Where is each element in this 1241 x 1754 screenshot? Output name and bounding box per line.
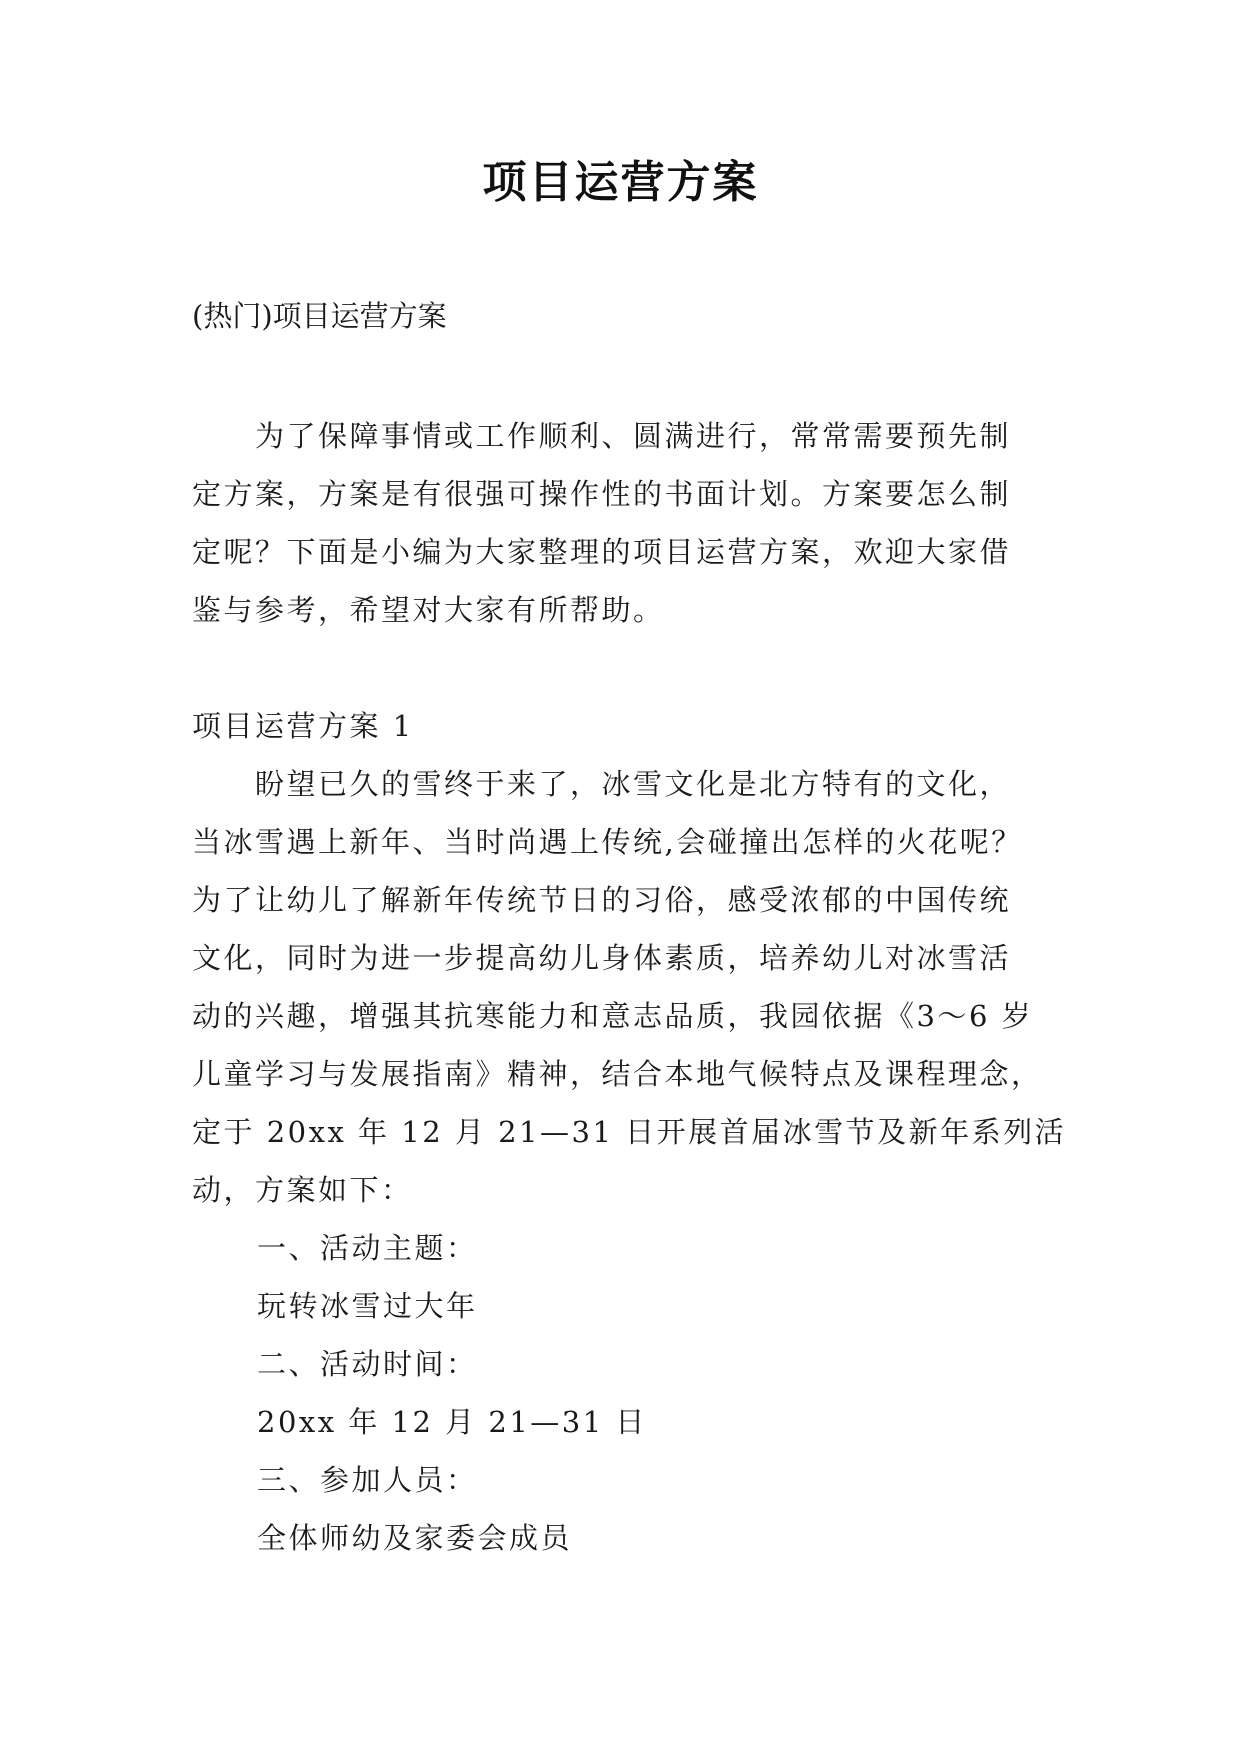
section-heading: 项目运营方案 1	[192, 709, 414, 743]
intro-paragraph	[192, 407, 1052, 639]
body-line: 动的兴趣，增强其抗寒能力和意志品质，我园依据《3～6 岁	[192, 999, 1034, 1033]
body-line: 文化，同时为进一步提高幼儿身体素质，培养幼儿对冰雪活	[192, 941, 1012, 975]
intro-line: 定呢？下面是小编为大家整理的项目运营方案，欢迎大家借	[192, 535, 1012, 569]
item-value-theme: 玩转冰雪过大年	[257, 1289, 478, 1323]
item-value-time: 20xx 年 12 月 21—31 日	[257, 1405, 647, 1439]
body-line: 动，方案如下：	[192, 1173, 413, 1207]
body-line: 盼望已久的雪终于来了，冰雪文化是北方特有的文化，	[192, 767, 1012, 801]
intro-line: 为了保障事情或工作顺利、圆满进行，常常需要预先制	[192, 419, 1012, 453]
body-line: 当冰雪遇上新年、当时尚遇上传统,会碰撞出怎样的火花呢？	[192, 825, 1023, 859]
intro-line: 鉴与参考，希望对大家有所帮助。	[192, 593, 665, 627]
body-paragraph	[192, 755, 1067, 1219]
item-heading-time: 二、活动时间：	[257, 1347, 478, 1381]
intro-line: 定方案，方案是有很强可操作性的书面计划。方案要怎么制	[192, 477, 1012, 511]
body-line: 定于 20xx 年 12 月 21—31 日开展首届冰雪节及新年系列活	[192, 1115, 1067, 1149]
item-heading-theme: 一、活动主题：	[257, 1231, 478, 1265]
document-title: 项目运营方案	[482, 157, 759, 208]
item-heading-participants: 三、参加人员：	[257, 1463, 478, 1497]
item-value-participants: 全体师幼及家委会成员	[257, 1521, 573, 1555]
document-subtitle: (热门)项目运营方案	[192, 299, 447, 333]
body-line: 为了让幼儿了解新年传统节日的习俗，感受浓郁的中国传统	[192, 883, 1012, 917]
plan-items	[257, 1219, 647, 1567]
body-line: 儿童学习与发展指南》精神，结合本地气候特点及课程理念，	[192, 1057, 1043, 1091]
